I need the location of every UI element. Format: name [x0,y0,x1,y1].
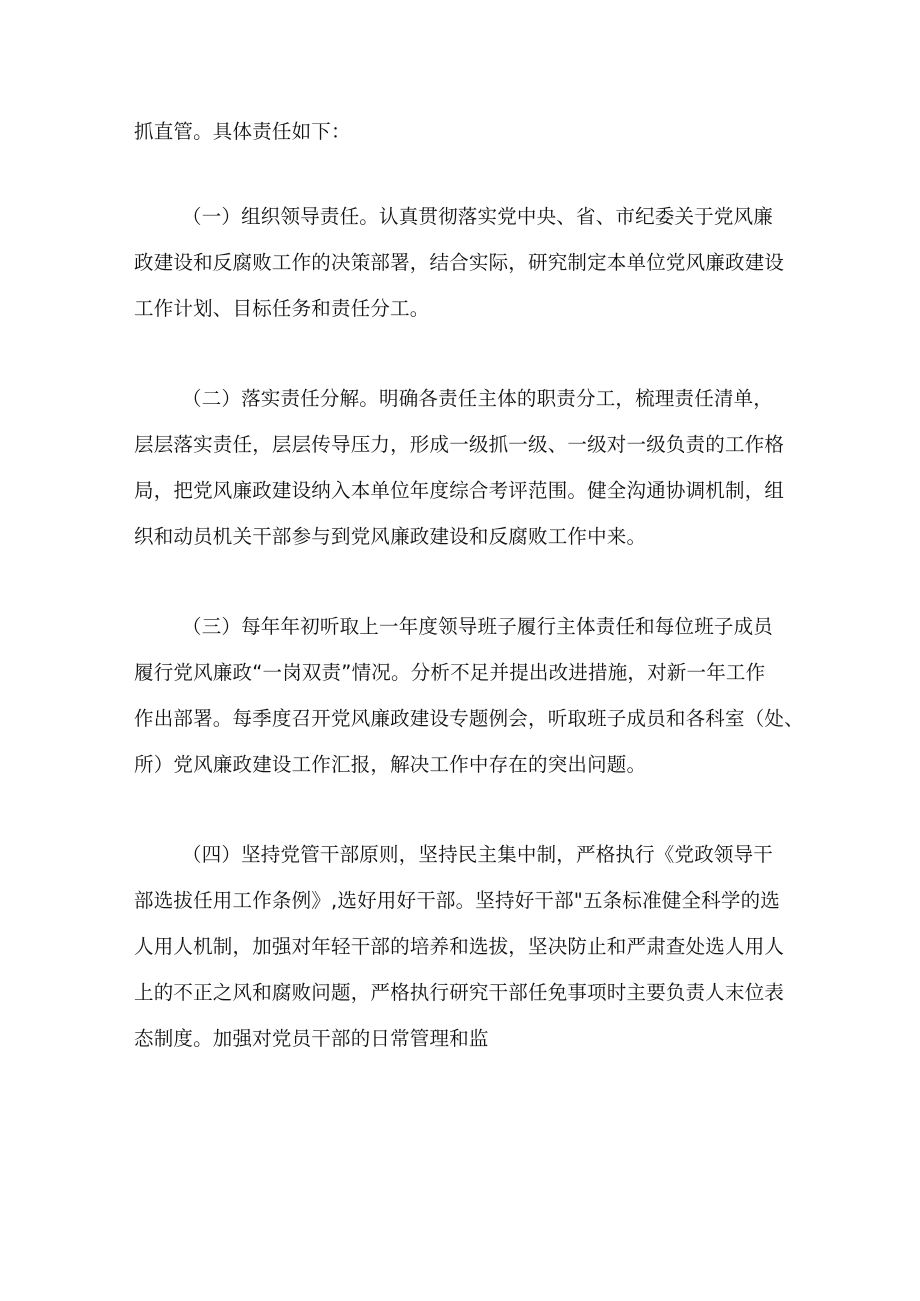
text-line: 所）党风廉政建设工作汇报，解决工作中存在的突出问题。 [134,753,647,776]
text-line: 上的不正之风和腐败问题，严格执行研究干部任免事项时主要负责人末位表 [134,981,785,1004]
text-line: 政建设和反腐败工作的决策部署，结合实际，研究制定本单位党风廉政建设 [134,251,785,274]
text-line: 层层落实责任，层层传导压力，形成一级抓一级、一级对一级负责的工作格 [134,433,785,456]
text-line: 履行党风廉政“一岗双责”情况。分析不足并提出改进措施，对新一年工作 [134,661,766,684]
text-line: 作出部署。每季度召开党风廉政建设专题例会，听取班子成员和各科室（处、 [134,707,804,730]
text-line: 态制度。加强对党员干部的日常管理和监 [134,1027,489,1050]
text-line-item-3: （三）每年年初听取上一年度领导班子履行主体责任和每位班子成员 [182,615,774,638]
text-line-item-2: （二）落实责任分解。明确各责任主体的职责分工，梳理责任清单， [182,387,774,410]
text-line: 人用人机制，加强对年轻干部的培养和选拔，坚决防止和严肃查处选人用人 [134,935,785,958]
text-line: 织和动员机关干部参与到党风廉政建设和反腐败工作中来。 [134,525,647,548]
text-line-item-4: （四）坚持党管干部原则，坚持民主集中制，严格执行《党政领导干 [182,843,774,866]
text-line: 部选拔任用工作条例》,选好用好干部。坚持好干部"五条标准健全科学的选 [134,889,780,912]
text-line-intro: 抓直管。具体责任如下： [134,120,351,143]
text-line-item-1: （一）组织领导责任。认真贯彻落实党中央、省、市纪委关于党风廉 [182,205,774,228]
text-line: 工作计划、目标任务和责任分工。 [134,297,430,320]
text-line: 局，把党风廉政建设纳入本单位年度综合考评范围。健全沟通协调机制，组 [134,479,785,502]
